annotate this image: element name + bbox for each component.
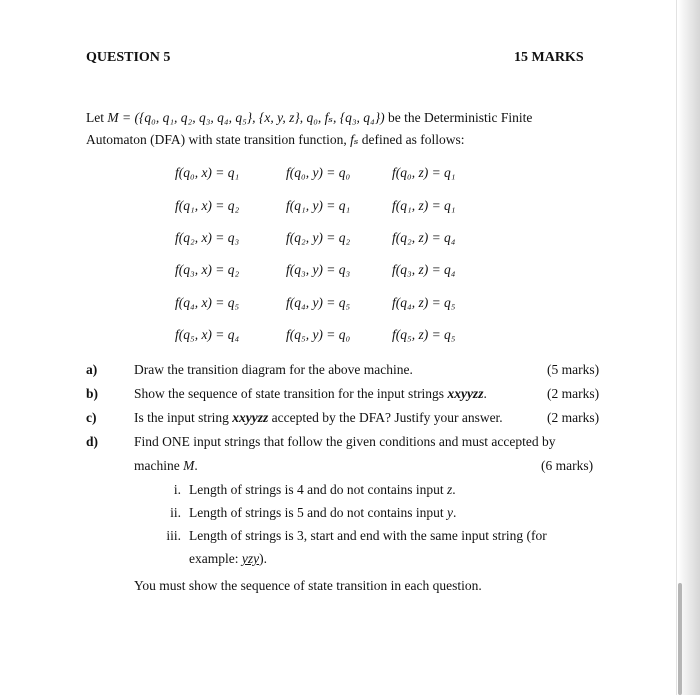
question-a-text: Draw the transition diagram for the above machine. — [134, 362, 413, 377]
transition-rule: f(q₂, z) = q₄ — [392, 230, 456, 245]
question-a-label: a) — [86, 362, 98, 377]
question-a-marks: (5 marks) — [547, 362, 600, 377]
transition-rule: f(q₁, y) = q₁ — [286, 198, 351, 213]
machine-tuple: M = ({q₀, q₁, q₂, q₃, q₄, q₅}, {x, y, z}, q₀, fₛ, {q₃, q₄}) — [107, 110, 385, 125]
example-string: yzy — [241, 551, 260, 566]
transition-rule: f(q₀, x) = q₁ — [175, 165, 240, 180]
input-string: xxyyzz — [447, 386, 484, 401]
intro-line-1: Let M = ({q₀, q₁, q₂, q₃, q₄, q₅}, {x, y, z}, q₀, fₛ, {q₃, q₄}) be the Deterministic Finite — [86, 110, 533, 125]
subquestion-i-text: Length of strings is 4 and do not contains input z. — [189, 482, 456, 497]
transition-rule: f(q₂, y) = q₂ — [286, 230, 351, 245]
transition-rule: f(q₄, z) = q₅ — [392, 295, 456, 310]
transition-rule: f(q₄, y) = q₅ — [286, 295, 351, 310]
input-string: xxyyzz — [232, 410, 269, 425]
transition-rule: f(q₁, x) = q₂ — [175, 198, 240, 213]
transition-rule: f(q₃, z) = q₄ — [392, 262, 456, 277]
transition-rule: f(q₀, z) = q₁ — [392, 165, 456, 180]
machine-symbol: M — [183, 458, 195, 473]
question-b-label: b) — [86, 386, 99, 401]
scrollbar-thumb[interactable] — [678, 583, 682, 695]
transition-rule: f(q₃, y) = q₃ — [286, 262, 351, 277]
transition-function-symbol: fₛ — [350, 132, 359, 147]
question-b-text: Show the sequence of state transition for the input strings xxyyzz. — [134, 386, 487, 401]
transition-rule: f(q₅, y) = q₀ — [286, 327, 351, 342]
transition-rule: f(q₅, z) = q₅ — [392, 327, 456, 342]
transition-rule: f(q₄, x) = q₅ — [175, 295, 240, 310]
instruction-footer: You must show the sequence of state transition in each question. — [134, 578, 482, 593]
transition-rule: f(q₁, z) = q₁ — [392, 198, 456, 213]
transition-rule: f(q₃, x) = q₂ — [175, 262, 240, 277]
input-symbol: z — [446, 482, 453, 497]
intro-line-2: Automaton (DFA) with state transition function, fₛ defined as follows: — [86, 132, 465, 147]
subquestion-iii-text-line-2: example: yzy). — [189, 551, 267, 566]
question-b-marks: (2 marks) — [547, 386, 600, 401]
question-d-text-line-2: machine M. — [134, 458, 198, 473]
subquestion-ii-label: ii. — [170, 505, 181, 520]
question-total-marks: 15 MARKS — [514, 50, 584, 65]
question-d-text-line-1: Find ONE input strings that follow the given conditions and must accepted by — [134, 434, 556, 449]
subquestion-ii-text: Length of strings is 5 and do not contains input y. — [189, 505, 457, 520]
question-d-label: d) — [86, 434, 99, 449]
transition-rule: f(q₅, x) = q₄ — [175, 327, 240, 342]
input-symbol: y — [446, 505, 453, 520]
subquestion-iii-label: iii. — [166, 528, 181, 543]
question-c-text: Is the input string xxyyzz accepted by the DFA? Justify your answer. — [134, 410, 503, 425]
question-d-marks: (6 marks) — [541, 458, 594, 473]
question-title: QUESTION 5 — [86, 50, 171, 65]
subquestion-iii-text-line-1: Length of strings is 3, start and end with the same input string (for — [189, 528, 547, 543]
dfa-definition — [86, 107, 532, 151]
transition-rule: f(q₂, x) = q₃ — [175, 230, 240, 245]
question-c-label: c) — [86, 410, 97, 425]
question-c-marks: (2 marks) — [547, 410, 600, 425]
subquestion-i-label: i. — [173, 482, 181, 497]
transition-rule: f(q₀, y) = q₀ — [286, 165, 351, 180]
